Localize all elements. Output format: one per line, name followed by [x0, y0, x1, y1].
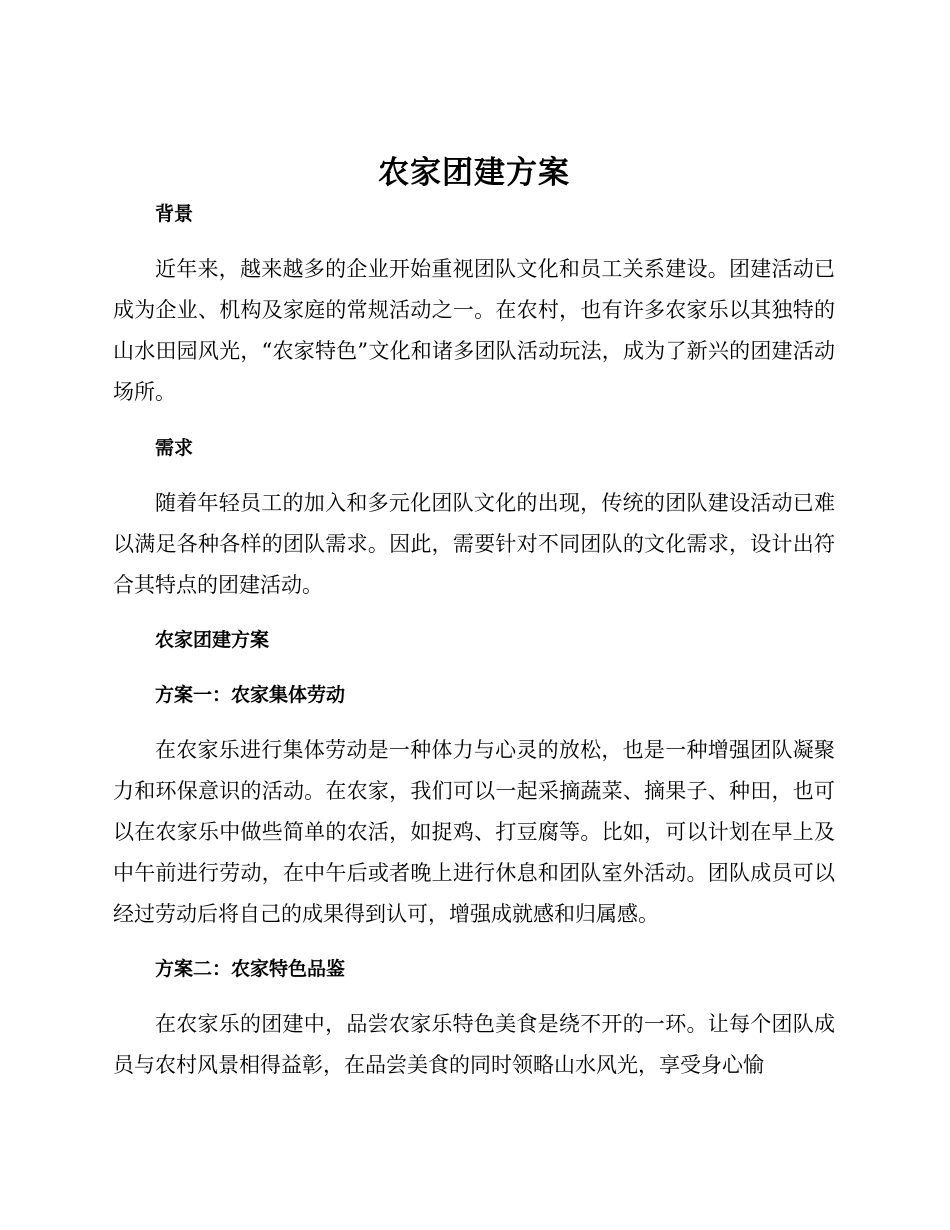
paragraph-option-2: 在农家乐的团建中，品尝农家乐特色美食是绕不开的一环。让每个团队成员与农村风景相得益彰，在品尝美食的同时领略山水风光，享受身心愉 — [113, 1012, 835, 1077]
section-heading-option-1: 方案一：农家集体劳动 — [155, 684, 346, 706]
document-title: 农家团建方案 — [378, 155, 570, 191]
section-heading-plan: 农家团建方案 — [155, 629, 270, 651]
paragraph-option-1: 在农家乐进行集体劳动是一种体力与心灵的放松，也是一种增强团队凝聚力和环保意识的活动。在农家，我们可以一起采摘蔬菜、摘果子、种田，也可以在农家乐中做些简单的农活，如捉鸡、打豆腐等。比如，可以计划在早上及中午前进行劳动，在中午后或者晚上进行休息和团队室外活动。团队成员可以经过劳动后将自己的成果得到认可，增强成就感和归属感。 — [113, 738, 835, 926]
section-heading-needs: 需求 — [155, 437, 194, 459]
paragraph-needs: 随着年轻员工的加入和多元化团队文化的出现，传统的团队建设活动已难以满足各种各样的团队需求。因此，需要针对不同团队的文化需求，设计出符合其特点的团建活动。 — [113, 491, 835, 597]
section-heading-background: 背景 — [155, 203, 194, 225]
paragraph-background: 近年来，越来越多的企业开始重视团队文化和员工关系建设。团建活动已成为企业、机构及家庭的常规活动之一。在农村，也有许多农家乐以其独特的山水田园风光，“农家特色”文化和诸多团队活动玩法，成为了新兴的团建活动场所。 — [113, 257, 835, 404]
section-heading-option-2: 方案二：农家特色品鉴 — [155, 958, 346, 980]
document-body — [113, 150, 835, 1086]
